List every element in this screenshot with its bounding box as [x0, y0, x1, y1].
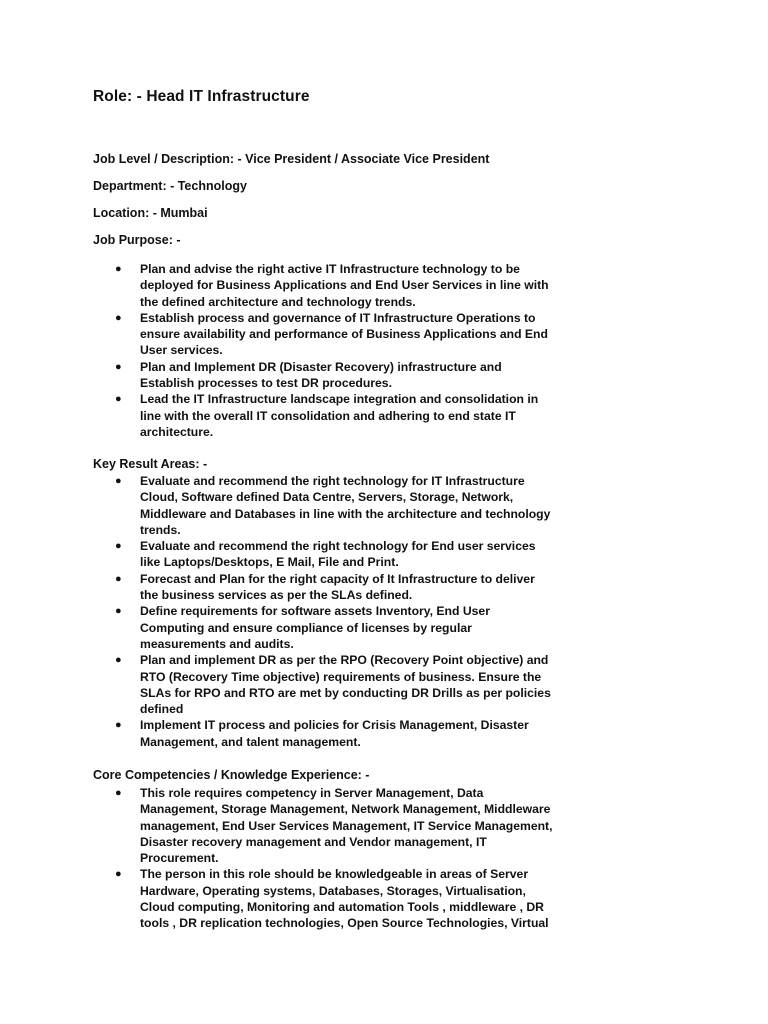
bullet-icon: ●	[115, 868, 122, 881]
job-purpose-label: Job Purpose: -	[93, 233, 181, 247]
kra-label: Key Result Areas: -	[93, 457, 208, 471]
role-title: Role: - Head IT Infrastructure	[93, 88, 310, 105]
list-item: ● The person in this role should be knowledgeable in areas of Server Hardware, Operating systems, Databases, Storages, Virtualisation, Cloud computing, Monitoring and automation Tools , middleware , DR tools , DR replication technologies, Open Source Technologies, Virtual	[115, 867, 549, 931]
bullet-icon: ●	[115, 360, 122, 373]
location-field: Location: - Mumbai	[93, 206, 208, 220]
list-item: ● Establish process and governance of IT Infrastructure Operations to ensure availability and performance of Business Applications and End User services.	[115, 310, 548, 358]
list-item: ● Plan and advise the right active IT Infrastructure technology to be deployed for Business Applications and End User Services in line with the defined architecture and technology trends.	[115, 262, 549, 309]
list-item: ● Evaluate and recommend the right technology for End user services like Laptops/Desktops, E Mail, File and Print.	[115, 539, 536, 570]
bullet-icon: ●	[115, 475, 122, 487]
list-item: ● Plan and Implement DR (Disaster Recovery) infrastructure and Establish processes to test DR procedures.	[115, 359, 502, 391]
department-field: Department: - Technology	[93, 179, 247, 193]
core-competencies-label: Core Competencies / Knowledge Experience: -	[93, 768, 370, 782]
list-item: ● Plan and implement DR as per the RPO (Recovery Point objective) and RTO (Recovery Time objective) requirements of business. Ensure the SLAs for RPO and RTO are met by conducting DR Drills as per policies defined	[115, 653, 551, 717]
list-item: ● This role requires competency in Server Management, Data Management, Storage Management, Network Management, Middleware management, End User Services Management, IT Service Management, Disaster recovery management and Vendor management, IT Procurement.	[115, 786, 553, 866]
list-item: ● Evaluate and recommend the right technology for IT Infrastructure Cloud, Software defined Data Centre, Servers, Storage, Network, Middleware and Databases in line with the architecture and technology trends.	[115, 474, 551, 537]
bullet-icon: ●	[115, 263, 122, 275]
bullet-icon: ●	[115, 540, 122, 553]
bullet-icon: ●	[115, 654, 122, 667]
list-item: ● Forecast and Plan for the right capacity of It Infrastructure to deliver the business services as per the SLAs defined.	[115, 571, 535, 603]
bullet-icon: ●	[115, 572, 122, 585]
job-purpose-list	[93, 261, 553, 440]
list-item: ● Implement IT process and policies for Crisis Management, Disaster Management, and talent management.	[115, 718, 529, 749]
job-level-field: Job Level / Description: - Vice President / Associate Vice President	[93, 152, 490, 166]
core-competencies-list	[93, 785, 553, 932]
list-item: ● Lead the IT Infrastructure landscape integration and consolidation in line with the overall IT consolidation and adhering to end state IT architecture.	[115, 392, 539, 439]
bullet-icon: ●	[115, 787, 122, 799]
list-item: ● Define requirements for software assets Inventory, End User Computing and ensure compliance of licenses by regular measurements and audits.	[115, 604, 490, 651]
bullet-icon: ●	[115, 605, 122, 618]
bullet-icon: ●	[115, 719, 122, 732]
bullet-icon: ●	[115, 393, 122, 406]
kra-list	[93, 473, 553, 750]
bullet-icon: ●	[115, 311, 122, 324]
